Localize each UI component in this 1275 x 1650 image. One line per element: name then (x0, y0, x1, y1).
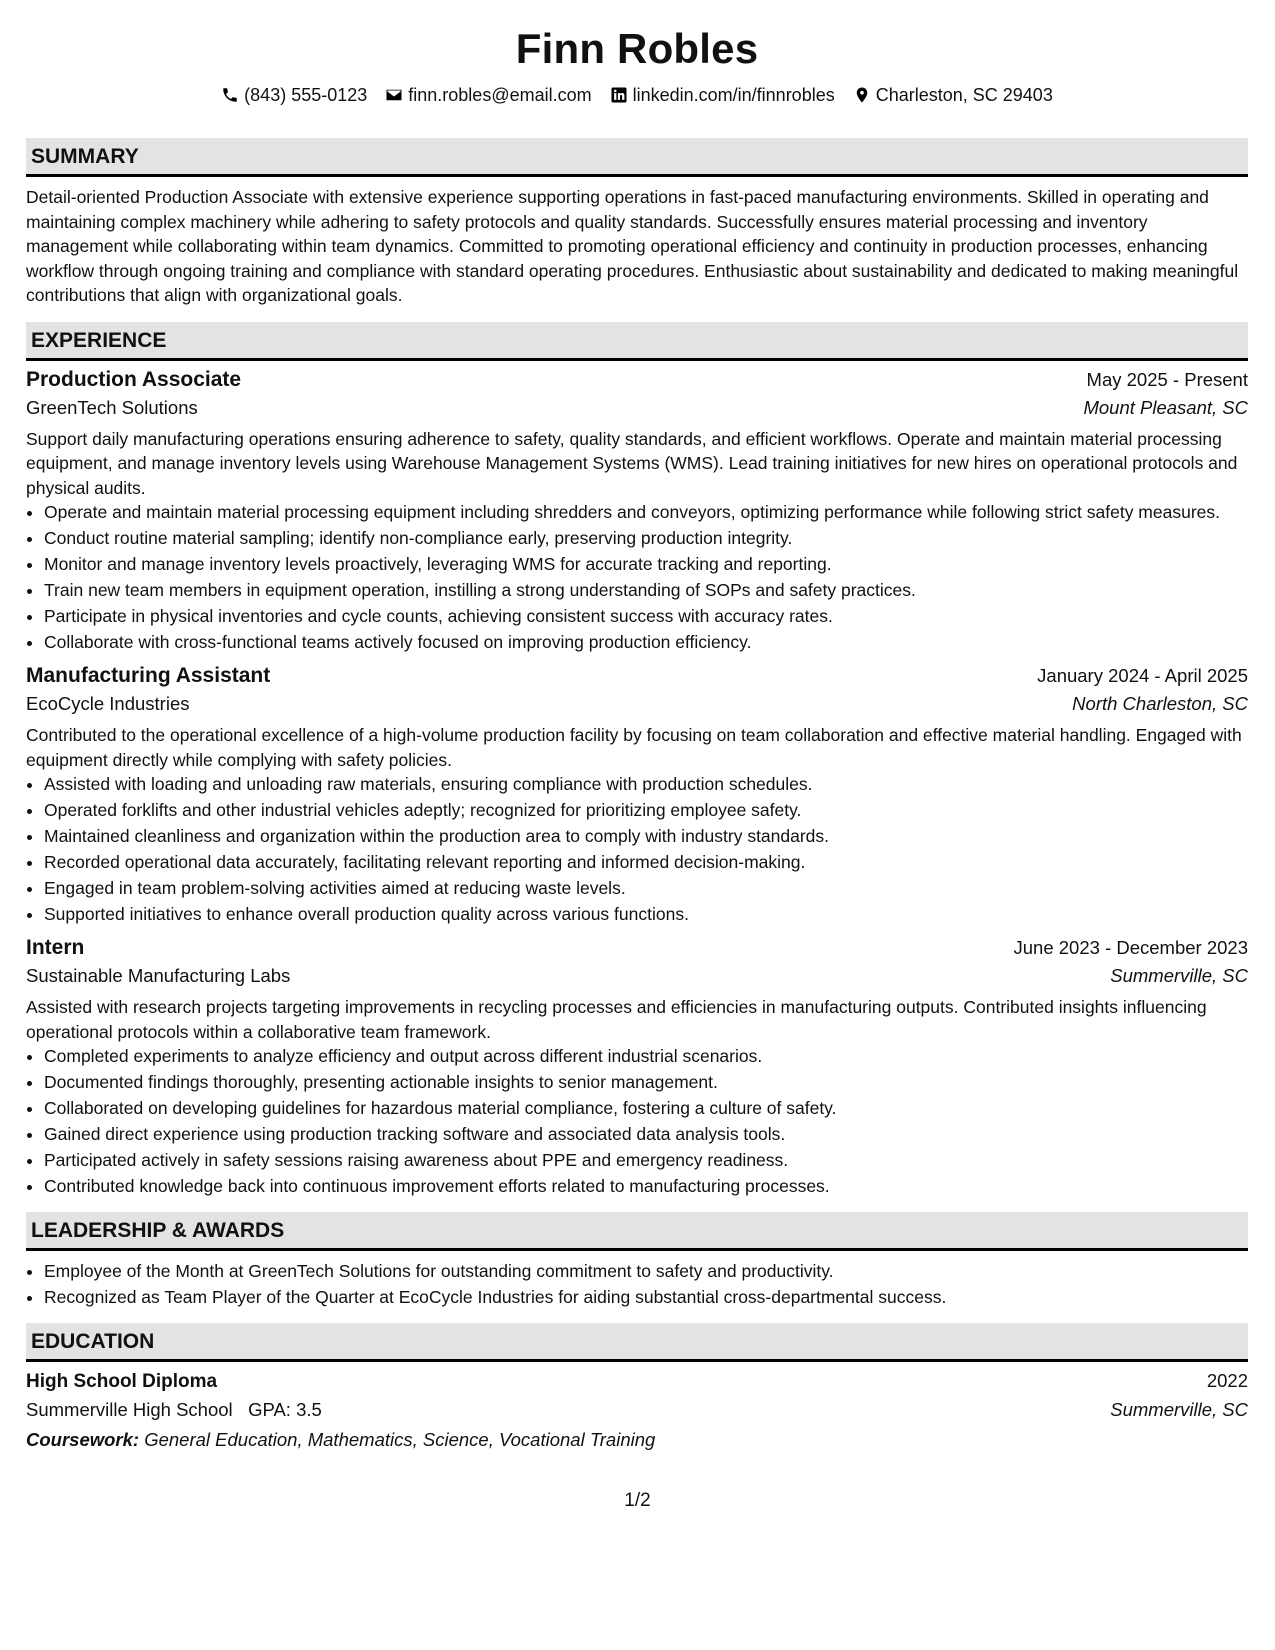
education-entry (26, 1370, 1248, 1451)
job-company: GreenTech Solutions (26, 396, 198, 418)
list-item: • Contributed knowledge back into continuous improvement efforts related to manufacturing processes. (44, 1174, 1248, 1198)
phone-icon (221, 86, 239, 104)
job-bullets (26, 1044, 1248, 1198)
list-item: • Gained direct experience using production tracking software and associated data analysis tools. (44, 1122, 1248, 1146)
leadership-bullets (26, 1259, 1248, 1309)
list-item: • Monitor and manage inventory levels proactively, leveraging WMS for accurate tracking and reporting. (44, 552, 1248, 576)
coursework-label: Coursework: (26, 1429, 140, 1450)
list-item: • Collaborate with cross-functional teams actively focused on improving production efficiency. (44, 630, 1248, 654)
edu-year: 2022 (1206, 1370, 1248, 1391)
coursework-list: General Education, Mathematics, Science, Vocational Training (144, 1429, 656, 1450)
job-description: Contributed to the operational excellence of a high-volume production facility by focusing on team collaboration and effective material handling. Engaged with equipment directly while complying with safety policies. (26, 725, 1242, 770)
job-location: North Charleston, SC (1072, 693, 1248, 714)
location-text: Charleston, SC 29403 (875, 84, 1053, 105)
page-number: 1/2 (624, 1490, 651, 1511)
leadership-heading: LEADERSHIP & AWARDS (26, 1212, 1248, 1251)
edu-coursework (26, 1429, 1248, 1451)
list-item: • Maintained cleanliness and organization within the production area to comply with industry standards. (44, 824, 1248, 848)
contact-location (853, 85, 1053, 106)
job-company: EcoCycle Industries (26, 693, 190, 714)
list-item: • Employee of the Month at GreenTech Solutions for outstanding commitment to safety and productivity. (44, 1259, 1248, 1283)
job-title: Intern (26, 936, 85, 959)
job-dates: January 2024 - April 2025 (1037, 665, 1248, 686)
contact-phone (221, 85, 367, 106)
job-bullets (26, 500, 1248, 654)
job-title: Manufacturing Assistant (26, 664, 271, 687)
job-title: Production Associate (26, 367, 242, 391)
list-item: • Recognized as Team Player of the Quarter at EcoCycle Industries for aiding substantial cross-departmental success. (44, 1285, 1248, 1309)
list-item: • Conduct routine material sampling; identify non-compliance early, preserving production integrity. (44, 526, 1248, 550)
contact-linkedin[interactable] (610, 85, 835, 106)
list-item: • Completed experiments to analyze efficiency and output across different industrial scenarios. (44, 1044, 1248, 1068)
edu-location: Summerville, SC (1110, 1399, 1248, 1420)
linkedin-icon (610, 86, 628, 104)
job-entry (26, 936, 1248, 1198)
edu-degree: High School Diploma (26, 1371, 218, 1392)
linkedin-text[interactable]: linkedin.com/in/finnrobles (632, 84, 835, 105)
summary-text: Detail-oriented Production Associate with extensive experience supporting operations in fast-paced manufacturing environments. Skilled in operating and maintaining complex machinery while adhering to safety protocols and quality standards. Successfully ensures material processing and inventory management while collaborating within team dynamics. Committed to promoting operational efficiency and continuity in production processes, enhancing workflow through ongoing training and compliance with standard operating procedures. Enthusiastic about sustainability and dedicated to making meaningful contributions that align with organizational goals. (26, 187, 1239, 305)
education-heading: EDUCATION (26, 1323, 1248, 1362)
edu-school-line (26, 1399, 322, 1421)
list-item: • Collaborated on developing guidelines for hazardous material compliance, fostering a culture of safety. (44, 1096, 1248, 1120)
phone-text: (843) 555-0123 (244, 84, 368, 105)
map-pin-icon (853, 86, 871, 104)
list-item: • Recorded operational data accurately, facilitating relevant reporting and informed decision-making. (44, 850, 1248, 874)
job-description: Assisted with research projects targeting improvements in recycling processes and efficiencies in manufacturing outputs. Contributed insights influencing operational protocols within a collaborative team framework. (26, 997, 1207, 1042)
job-location: Mount Pleasant, SC (1083, 396, 1248, 418)
list-item: • Documented findings thoroughly, presenting actionable insights to senior management. (44, 1070, 1248, 1094)
list-item: • Train new team members in equipment operation, instilling a strong understanding of SOPs and safety practices. (44, 578, 1248, 602)
job-entry (26, 664, 1248, 926)
list-item: • Assisted with loading and unloading raw materials, ensuring compliance with production schedules. (44, 772, 1248, 796)
job-location: Summerville, SC (1110, 965, 1248, 986)
list-item: • Operate and maintain material processing equipment including shredders and conveyors, optimizing performance while following strict safety measures. (44, 500, 1248, 524)
job-description: Support daily manufacturing operations ensuring adherence to safety, quality standards, and efficient workflows. Operate and maintain material processing equipment, and manage inventory levels using Warehouse Management Systems (WMS). Lead training initiatives for new hires on operational protocols and physical audits. (26, 428, 1238, 498)
list-item: • Engaged in team problem-solving activities aimed at reducing waste levels. (44, 876, 1248, 900)
list-item: • Operated forklifts and other industrial vehicles adeptly; recognized for prioritizing employee safety. (44, 798, 1248, 822)
contact-bar (26, 82, 1248, 108)
contact-email[interactable] (385, 85, 591, 106)
job-bullets (26, 772, 1248, 926)
list-item: • Supported initiatives to enhance overall production quality across various functions. (44, 902, 1248, 926)
envelope-icon (385, 86, 403, 104)
experience-heading: EXPERIENCE (26, 322, 1248, 361)
resume-page (26, 0, 1248, 1451)
list-item: • Participated actively in safety sessions raising awareness about PPE and emergency readiness. (44, 1148, 1248, 1172)
list-item: • Participate in physical inventories and cycle counts, achieving consistent success with accuracy rates. (44, 604, 1248, 628)
job-company: Sustainable Manufacturing Labs (26, 965, 291, 986)
job-dates: May 2025 - Present (1086, 368, 1248, 390)
candidate-name: Finn Robles (515, 25, 759, 72)
job-dates: June 2023 - December 2023 (1013, 937, 1248, 958)
edu-gpa: GPA: 3.5 (248, 1399, 322, 1420)
summary-heading: SUMMARY (26, 138, 1248, 177)
job-entry (26, 368, 1248, 655)
edu-school: Summerville High School (26, 1399, 233, 1420)
email-text[interactable]: finn.robles@email.com (408, 84, 592, 105)
